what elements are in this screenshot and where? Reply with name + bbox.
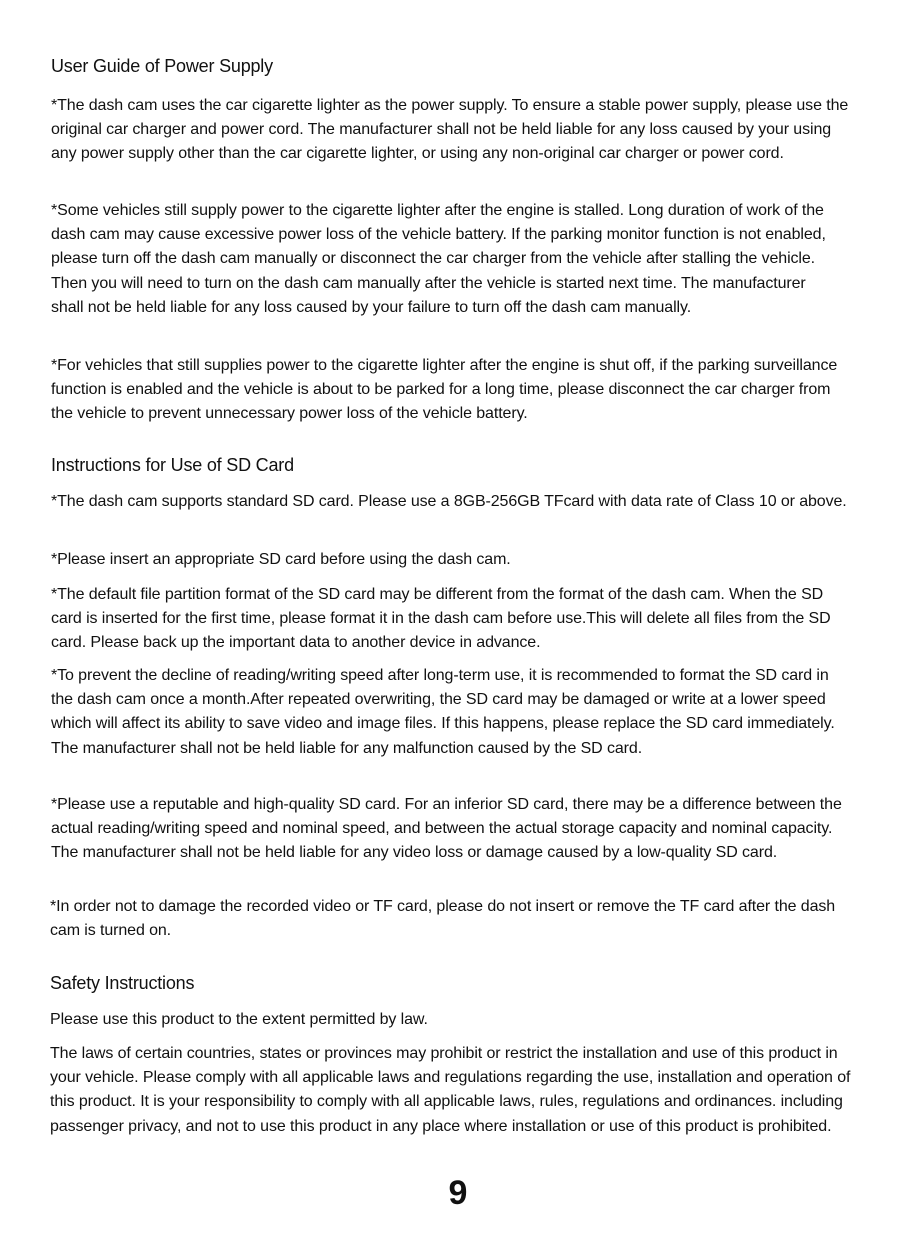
paragraph-safety-1: Please use this product to the extent permitted by law. bbox=[50, 1011, 428, 1028]
paragraph-power-supply-2: *Some vehicles still supply power to the cigarette lighter after the engine is stalled. Long duration of work of the dash cam may cause excessive power loss of the vehicle battery. If the parking monitor function is not enabled, please turn off the dash cam manually or disconnect the car charger from the vehicle after stalling the vehicle. Then you will need to turn on the dash cam manually after the vehicle is started next time. The manufacturer shall not be held liable for any loss caused by your failure to turn off the dash cam manually. bbox=[51, 202, 826, 316]
paragraph-power-supply-1: *The dash cam uses the car cigarette lighter as the power supply. To ensure a stable power supply, please use the original car charger and power cord. The manufacturer shall not be held liable for any loss caused by your using any power supply other than the car cigarette lighter, or using any non-original car charger or power cord. bbox=[51, 97, 849, 163]
section-heading-sd-card: Instructions for Use of SD Card bbox=[51, 455, 294, 475]
paragraph-sd-card-5: *Please use a reputable and high-quality SD card. For an inferior SD card, there may be a difference between the actual reading/writing speed and nominal speed, and between the actual storage capacity and nominal capacity. The manufacturer shall not be held liable for any video loss or damage caused by a low-quality SD card. bbox=[51, 796, 842, 862]
section-heading-power-supply: User Guide of Power Supply bbox=[51, 56, 273, 76]
page-number: 9 bbox=[448, 1174, 468, 1212]
section-heading-safety: Safety Instructions bbox=[50, 973, 195, 993]
paragraph-power-supply-3: *For vehicles that still supplies power to the cigarette lighter after the engine is shut off, if the parking surveillance function is enabled and the vehicle is about to be parked for a long time, please disconnect the car charger from the vehicle to prevent unnecessary power loss of the vehicle battery. bbox=[51, 357, 838, 423]
paragraph-sd-card-2: *Please insert an appropriate SD card before using the dash cam. bbox=[51, 551, 511, 568]
paragraph-sd-card-3: *The default file partition format of the SD card may be different from the format of the dash cam. When the SD card is inserted for the first time, please format it in the dash cam before use.This will delete all files from the SD card. Please back up the important data to another device in advance. bbox=[51, 586, 831, 652]
paragraph-sd-card-6: *In order not to damage the recorded video or TF card, please do not insert or remove the TF card after the dash cam is turned on. bbox=[50, 898, 836, 940]
paragraph-safety-2: The laws of certain countries, states or provinces may prohibit or restrict the installation and use of this product in your vehicle. Please comply with all applicable laws and regulations regarding the use, installation and operation of this product. It is your responsibility to comply with all applicable laws, rules, regulations and ordinances. including passenger privacy, and not to use this product in any place where installation or use of this product is prohibited. bbox=[50, 1045, 851, 1135]
paragraph-sd-card-4: *To prevent the decline of reading/writing speed after long-term use, it is recommended to format the SD card in the dash cam once a month.After repeated overwriting, the SD card may be damaged or write at a lower speed which will affect its ability to save video and image files. If this happens, please replace the SD card immediately. The manufacturer shall not be held liable for any malfunction caused by the SD card. bbox=[51, 667, 835, 757]
paragraph-sd-card-1: *The dash cam supports standard SD card. Please use a 8GB-256GB TFcard with data rate of Class 10 or above. bbox=[51, 493, 847, 510]
